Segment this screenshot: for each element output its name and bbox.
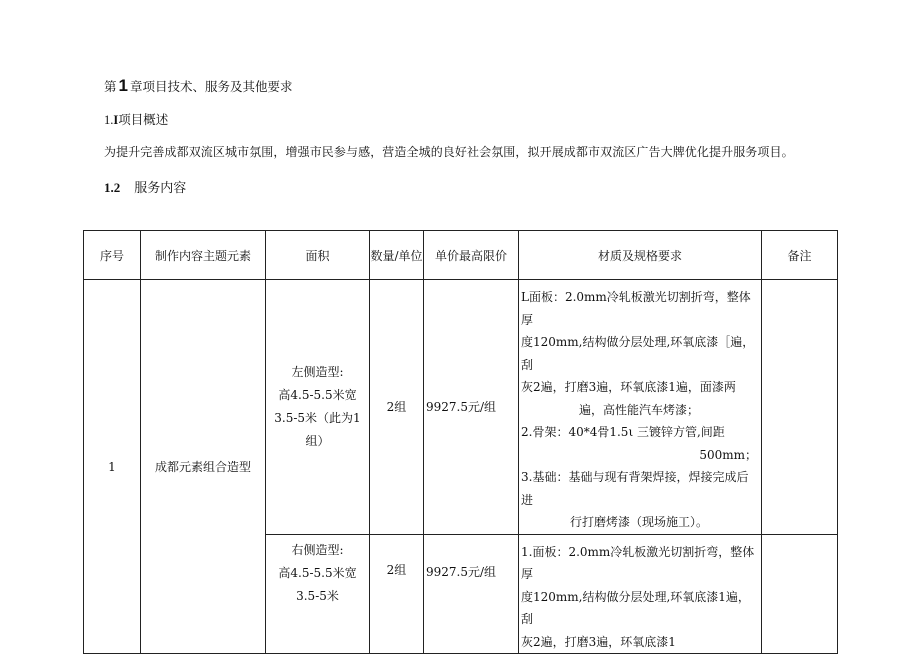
spec-line: 灰2遍，打磨3遍，环氧底漆1遍，面漆两 [521, 380, 736, 394]
remark-cell [762, 534, 838, 654]
table-row [84, 280, 838, 535]
area-line: 3.5-5米 [296, 588, 339, 603]
area-line: 左侧造型: [291, 364, 344, 379]
quantity-cell: 2组 [370, 534, 424, 654]
spec-line: 1.面板：2.0mm冷轧板激光切割折弯，整体厚 [521, 544, 755, 581]
spec-line: 3.基础：基础与现有背架焊接，焊接完成后进 [521, 470, 749, 507]
header-cell: 面积 [266, 231, 370, 280]
section-number: 1.2 [104, 180, 121, 195]
spec-line: 500mm； [699, 447, 757, 462]
row-theme-cell: 成都元素组合造型 [141, 280, 266, 654]
area-line: 3.5-5米（此为1 [274, 410, 361, 425]
spec-line: 度120mm,结构做分层处理,环氧底漆1遍，刮 [521, 589, 750, 626]
service-content-table [83, 230, 838, 654]
table-header-row [84, 231, 838, 280]
chapter-title: 章项目技术、服务及其他要求 [129, 79, 293, 94]
section-number-b: I [113, 113, 119, 127]
chapter-prefix: 第 [104, 79, 117, 94]
header-cell: 材质及规格要求 [519, 231, 762, 280]
section-number-a: 1. [104, 113, 114, 127]
spec-line: 遍，高性能汽车烤漆； [578, 402, 699, 417]
spec-line: L面板：2.0mm冷轧板激光切割折弯，整体厚 [521, 290, 751, 327]
spec-line: 度120mm,结构做分层处理,环氧底漆［遍，刮 [521, 335, 755, 372]
section-title: 项目概述 [118, 112, 169, 127]
header-cell: 单价最高限价 [424, 231, 519, 280]
header-cell: 制作内容主题元素 [141, 231, 266, 280]
section-1-1-heading [104, 110, 168, 128]
section-1-2-heading [104, 177, 186, 196]
area-line: 组） [305, 433, 330, 448]
header-cell: 备注 [762, 231, 838, 280]
spec-line: 灰2遍，打磨3遍，环氧底漆1 [521, 634, 676, 649]
quantity-cell: 2组 [370, 280, 424, 535]
header-cell: 数量/单位 [370, 231, 424, 280]
chapter-number: 1 [118, 76, 128, 95]
spec-cell [519, 280, 762, 535]
price-cell: 9927.5元/组 [424, 534, 519, 654]
area-cell [266, 280, 370, 535]
area-line: 高4.5-5.5米宽 [278, 387, 357, 402]
overview-paragraph: 为提升完善成都双流区城市氛围，增强市民参与感，营造全城的良好社会氛围，拟开展成都市双流区广告大牌优化提升服务项目。 [104, 145, 794, 159]
price-cell: 9927.5元/组 [424, 280, 519, 535]
remark-cell [762, 280, 838, 535]
spec-cell [519, 534, 762, 654]
spec-line: 2.骨架：40*4骨1.5ι 三镀锌方管,间距 [521, 425, 725, 439]
section-title: 服务内容 [134, 181, 187, 196]
chapter-heading [104, 76, 293, 96]
spec-line: 行打磨烤漆（现场施工）。 [569, 515, 708, 529]
area-line: 高4.5-5.5米宽 [278, 565, 357, 580]
row-index-cell: 1 [84, 280, 141, 654]
area-line: 右侧造型: [291, 542, 344, 557]
header-cell: 序号 [84, 231, 141, 280]
area-cell [266, 534, 370, 654]
